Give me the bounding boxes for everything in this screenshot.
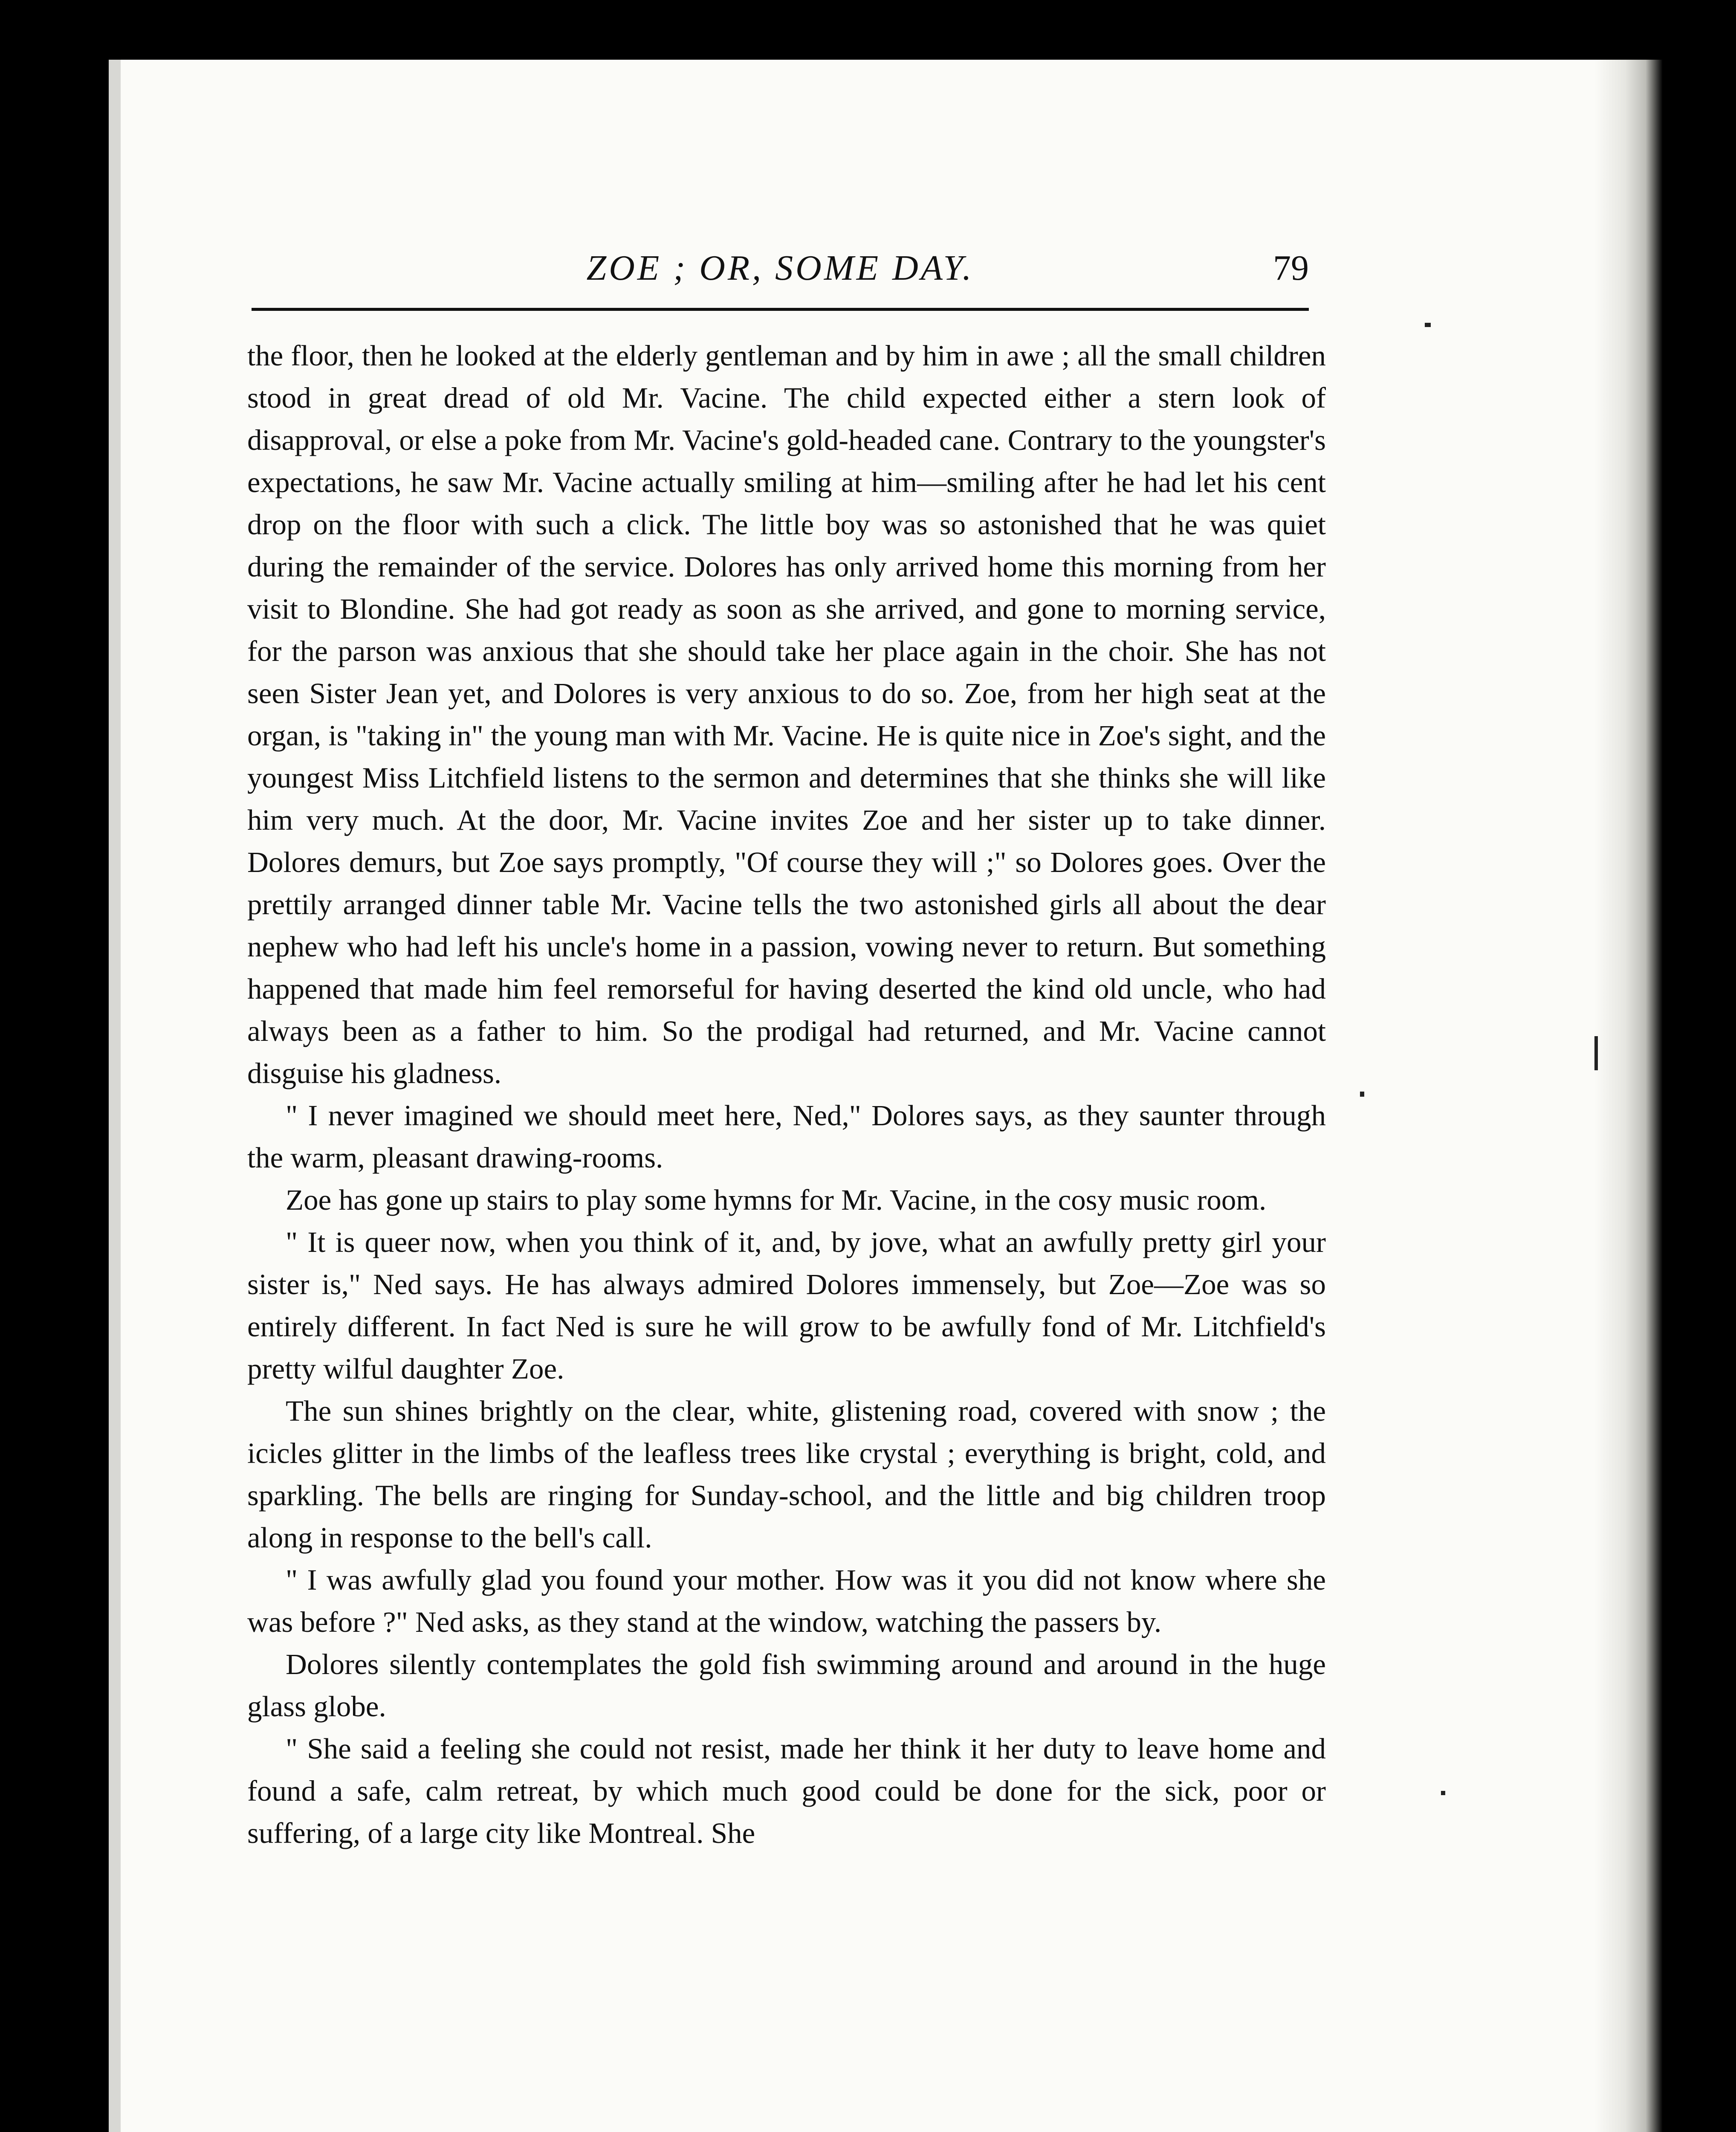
page-header	[252, 239, 1309, 303]
paragraph: " I never imagined we should meet here, Ned," Dolores says, as they saunter through the warm, pleasant drawing-rooms.	[247, 1099, 1326, 1174]
scan-speck	[1425, 323, 1431, 327]
scan-speck	[1594, 1036, 1598, 1070]
header-rule	[252, 308, 1309, 311]
paragraph: " She said a feeling she could not resist, made her think it her duty to leave home and found a safe, calm retreat, by which much good could be done for the sick, poor or suffering, of a large city like Montreal. She	[247, 1732, 1326, 1849]
paragraph: " It is queer now, when you think of it, and, by jove, what an awfully pretty girl your sister is," Ned says. He has always admired Dolores immensely, but Zoe—Zoe was so entirely different. In fact Ned is sure he will grow to be awfully fond of Mr. Litchfield's pretty wilful daughter Zoe.	[247, 1226, 1326, 1385]
page-gutter-shadow	[109, 60, 121, 2132]
running-title: ZOE ; OR, SOME DAY.	[586, 248, 974, 288]
scan-speck	[1441, 1791, 1445, 1795]
paragraph: Dolores silently contemplates the gold fish swimming around and around in the huge glass globe.	[247, 1648, 1326, 1723]
page-number: 79	[1273, 248, 1309, 288]
body-text	[247, 335, 1326, 1854]
paragraph: The sun shines brightly on the clear, white, glistening road, covered with snow ; the icicles glitter in the limbs of the leafless trees like crystal ; everything is bright, cold, and sparkling. The bells are ringing for Sunday-school, and the little and big children troop along in response to the bell's call.	[247, 1395, 1326, 1554]
scan-speck	[1360, 1092, 1364, 1097]
paragraph: " I was awfully glad you found your mother. How was it you did not know where she was before ?" Ned asks, as they stand at the window, watching the passers by.	[247, 1564, 1326, 1638]
page-edge-shadow	[1594, 60, 1663, 2132]
paragraph: Zoe has gone up stairs to play some hymns for Mr. Vacine, in the cosy music room.	[286, 1184, 1267, 1216]
paragraph: the floor, then he looked at the elderly gentleman and by him in awe ; all the small children stood in great dread of old Mr. Vacine. The child expected either a stern look of disapproval, or else a poke from Mr. Vacine's gold-headed cane. Contrary to the youngster's expectations, he saw Mr. Vacine actually smiling at him—smiling after he had let his cent drop on the floor with such a click. The little boy was so astonished that he was quiet during the remainder of the service. Dolores has only arrived home this morning from her visit to Blondine. She had got ready as soon as she arrived, and gone to morning service, for the parson was anxious that she should take her place again in the choir. She has not seen Sister Jean yet, and Dolores is very anxious to do so. Zoe, from her high seat at the organ, is "taking in" the young man with Mr. Vacine. He is quite nice in Zoe's sight, and the youngest Miss Litchfield listens to the sermon and determines that she thinks she will like him very much. At the door, Mr. Vacine invites Zoe and her sister up to take dinner. Dolores demurs, but Zoe says promptly, "Of course they will ;" so Dolores goes. Over the prettily arranged dinner table Mr. Vacine tells the two astonished girls all about the dear nephew who had left his uncle's home in a passion, vowing never to return. But something happened that made him feel remorseful for having deserted the kind old uncle, who had always been as a father to him. So the prodigal had returned, and Mr. Vacine cannot disguise his gladness.	[247, 339, 1326, 1089]
